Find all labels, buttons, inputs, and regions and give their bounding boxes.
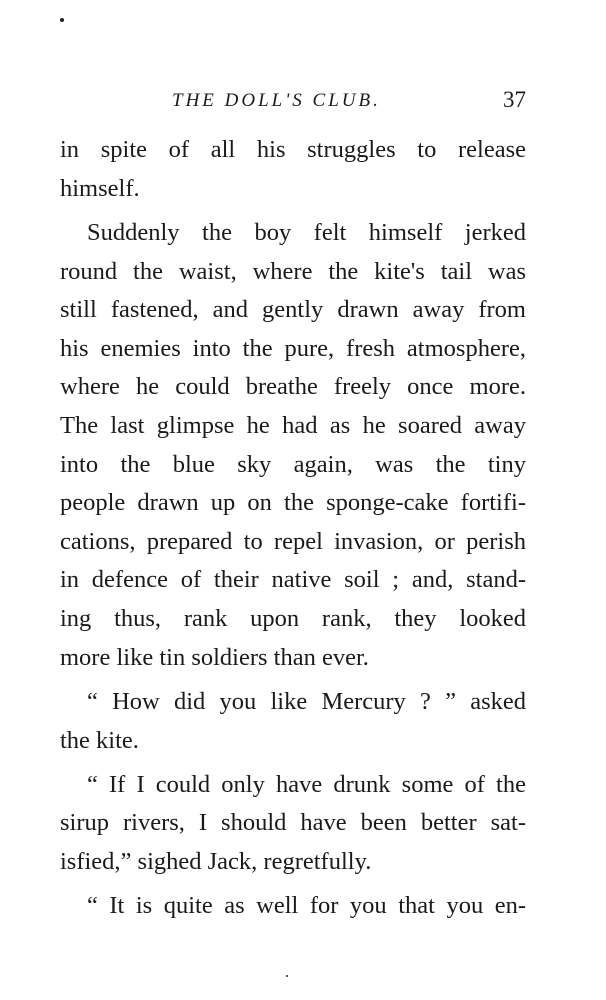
- text-line: people drawn up on the sponge-cake fortifi-: [60, 489, 526, 517]
- text-line: cations, prepared to repel invasion, or perish: [60, 527, 526, 555]
- text-line: where he could breathe freely once more.: [60, 373, 526, 401]
- text-line: ing thus, rank upon rank, they looked: [60, 604, 526, 632]
- page-number: 37: [503, 87, 526, 112]
- text-line: himself.: [60, 174, 140, 202]
- ink-speck: [60, 18, 64, 22]
- text-line: “ If I could only have drunk some of the: [87, 770, 526, 798]
- text-line: more like tin soldiers than ever.: [60, 643, 369, 671]
- body-text: [60, 131, 526, 926]
- text-line: isfied,” sighed Jack, regretfully.: [60, 848, 372, 876]
- text-line: round the waist, where the kite's tail was: [60, 257, 526, 285]
- text-line: in defence of their native soil ; and, stand-: [60, 566, 526, 594]
- running-title: THE DOLL'S CLUB.: [172, 90, 381, 111]
- running-head: [60, 88, 526, 118]
- text-line: Suddenly the boy felt himself jerked: [87, 218, 526, 246]
- text-line: “ It is quite as well for you that you en-: [87, 892, 526, 920]
- text-line: into the blue sky again, was the tiny: [60, 450, 526, 478]
- text-line: in spite of all his struggles to release: [60, 136, 526, 163]
- text-line: sirup rivers, I should have been better sat-: [60, 809, 526, 837]
- text-line: “ How did you like Mercury ? ” asked: [87, 687, 526, 715]
- text-line: still fastened, and gently drawn away from: [60, 296, 526, 324]
- ink-speck: [286, 975, 288, 977]
- text-line: The last glimpse he had as he soared away: [60, 411, 526, 439]
- text-line: his enemies into the pure, fresh atmosphere,: [60, 334, 526, 362]
- text-line: the kite.: [60, 726, 139, 754]
